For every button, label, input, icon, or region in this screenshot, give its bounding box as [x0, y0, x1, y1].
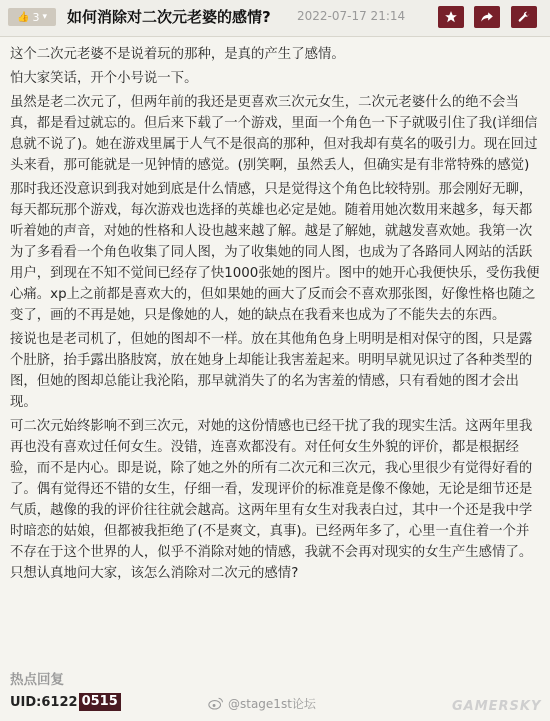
post-paragraph: 那时我还没意识到我对她到底是什么情感，只是觉得这个角色比较特别。那会刚好无聊，每天都玩那个游戏，每次游戏也选择的英雄也必定是她。随着用她次数用来越多，每天都听着她的声音，对她的性格和人设也越来越了解。越是了解她，就越发喜欢她。我第一次为了多看看一个角色收集了同人图，为了收集她的同人图，也成为了各路同人网站的活跃用户，到现在不知不觉间已经存了快1000张她的图片。图中的她开心我便快乐，受伤我便心痛。xp上之前都是喜欢大的，但如果她的画大了反而会不喜欢那张图，好像性格也随之变了，画的不再是她，只是像她的人，她的缺点在我看来也成为了不能失去的东西。 — [10, 182, 540, 323]
hot-replies-heading: 热点回复 — [10, 672, 64, 688]
post-paragraph: 可二次元始终影响不到三次元，对她的这份情感也已经干扰了我的现实生活。这两年里我再也没有喜欢过任何女生。没错，连喜欢都没有。对任何女生外貌的评价，都是根据经验，而不是内心。即是说，除了她之外的所有二次元和三次元，我心里很少有觉得好看的了。偶有觉得还不错的女生，仔细一看，发现评价的标准竟是像不像她，无论是细节还是气质，越像的我的评价往往就会越高。这两年里有女生对我表白过，其中一个还是我中学时暗恋的姑娘，但都被我拒绝了(不是爽文，真事)。已经两年多了，心里一直住着一个并不存在于这个世界的人，似乎不消除对她的情感，我就不会再对现实的女生产生感情了。只想认真地问大家，该怎么消除对二次元的感情? — [10, 419, 533, 581]
vote-badge[interactable] — [8, 8, 56, 26]
uid-masked-digits: 0515 — [79, 693, 121, 711]
wrench-icon — [517, 10, 531, 24]
star-icon — [444, 10, 458, 24]
post-paragraph: 虽然是老二次元了，但两年前的我还是更喜欢三次元女生，二次元老婆什么的绝不会当真，都是看过就忘的。但后来下载了一个游戏，里面一个角色一下子就吸引住了我(详细信息就不说了)。她在游戏里属于人气不是很高的那种，但对我却有莫名的吸引力。现在回过头来看，那可能就是一见钟情的感觉。(别笑啊，虽然丢人，但确实是有非常特殊的感觉) — [10, 95, 538, 173]
user-id — [10, 693, 121, 711]
vote-count: 3 — [32, 10, 40, 24]
post-header — [0, 0, 550, 37]
weibo-icon — [208, 697, 224, 710]
post-title: 如何消除对二次元老婆的感情? — [67, 8, 271, 26]
source-watermark — [208, 695, 316, 712]
post-paragraph: 这个二次元老婆不是说着玩的那种，是真的产生了感情。 — [10, 47, 345, 62]
post-date: 2022-07-17 21:14 — [297, 9, 406, 23]
watermark-text: @stage1st论坛 — [228, 697, 316, 711]
thumbs-up-icon: 👍 — [17, 11, 30, 23]
post-body — [10, 44, 540, 587]
tools-button[interactable] — [511, 6, 537, 28]
gamersky-watermark: GAMERSKY — [452, 699, 542, 714]
share-button[interactable] — [474, 6, 500, 28]
share-icon — [480, 10, 494, 24]
chevron-down-icon: ▾ — [42, 12, 47, 22]
favorite-button[interactable] — [438, 6, 464, 28]
uid-label: UID:6122 — [10, 694, 78, 710]
post-paragraph: 接说也是老司机了，但她的图却不一样。放在其他角色身上明明是相对保守的图，只是露个肚脐，抬手露出胳肢窝，放在她身上却能让我害羞起来。明明早就见识过了各种类型的图，但她的图却总能让我沦陷，那早就消失了的名为害羞的情感，只有看她的图才会出现。 — [10, 332, 533, 410]
post-paragraph: 怕大家笑话，开个小号说一下。 — [10, 71, 198, 86]
